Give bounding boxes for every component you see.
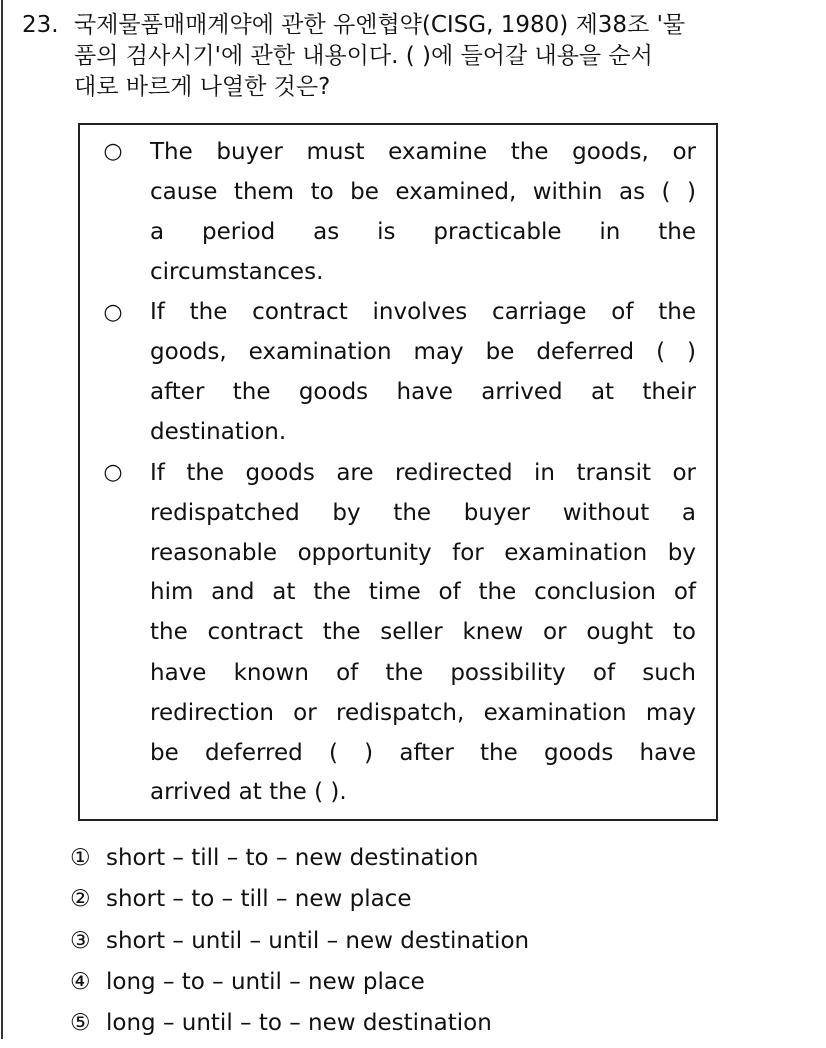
statement-2-line: destination. (150, 419, 287, 445)
option-number-5: ⑤ (70, 1010, 91, 1036)
statement-3-line: arrived at the ( ). (150, 779, 347, 805)
answer-option-2[interactable] (70, 883, 770, 924)
statement-2-line: goods, examination may be deferred ( ) (150, 339, 696, 365)
statement-3-line: reasonable opportunity for examination by (150, 540, 696, 566)
statement-3-line: be deferred ( ) after the goods have (150, 740, 696, 766)
statement-3-line: the contract the seller knew or ought to (150, 619, 696, 645)
question-text-1: 국제물품매매계약에 관한 유엔협약(CISG, 1980) 제38조 '물 (74, 12, 686, 38)
question-text-3: 대로 바르게 나열한 것은? (74, 74, 331, 100)
statement-3-line: If the goods are redirected in transit or (150, 460, 696, 486)
answer-option-5[interactable] (70, 1007, 770, 1048)
statement-3-line: have known of the possibility of such (150, 660, 696, 686)
question-stem (22, 10, 812, 103)
answer-option-3[interactable] (70, 925, 770, 966)
option-number-1: ① (70, 845, 91, 871)
bullet-circle-icon: ○ (103, 300, 123, 325)
question-number: 23. (22, 12, 59, 38)
statement-3-line: redirection or redispatch, examination may (150, 700, 696, 726)
option-number-2: ② (70, 886, 91, 913)
statement-2-line: after the goods have arrived at their (150, 379, 696, 405)
answer-option-1[interactable] (70, 842, 770, 883)
statement-1-line: cause them to be examined, within as ( ) (150, 179, 696, 205)
option-text-4: long – to – until – new place (106, 968, 425, 995)
statement-1-line: The buyer must examine the goods, or (150, 139, 696, 165)
question-text-2: 품의 검사시기'에 관한 내용이다. ( )에 들어갈 내용을 순서 (74, 43, 653, 69)
option-text-1: short – till – to – new destination (106, 845, 479, 871)
bullet-circle-icon: ○ (103, 460, 123, 485)
statement-3-line: redispatched by the buyer without a (150, 500, 696, 526)
option-number-3: ③ (70, 927, 91, 954)
option-number-4: ④ (70, 968, 91, 995)
option-text-3: short – until – until – new destination (106, 927, 530, 954)
answer-option-4[interactable] (70, 966, 770, 1007)
left-margin-rule (1, 0, 3, 1039)
answer-options (70, 842, 770, 1048)
bullet-circle-icon: ○ (103, 139, 123, 164)
option-text-2: short – to – till – new place (106, 886, 412, 913)
question-line-1 (22, 10, 812, 41)
statement-2-line: If the contract involves carriage of the (150, 299, 696, 325)
statement-1-line: circumstances. (150, 259, 324, 285)
option-text-5: long – until – to – new destination (106, 1010, 492, 1036)
statement-1-line: a period as is practicable in the (150, 219, 696, 245)
statement-3-line: him and at the time of the conclusion of (150, 579, 696, 605)
